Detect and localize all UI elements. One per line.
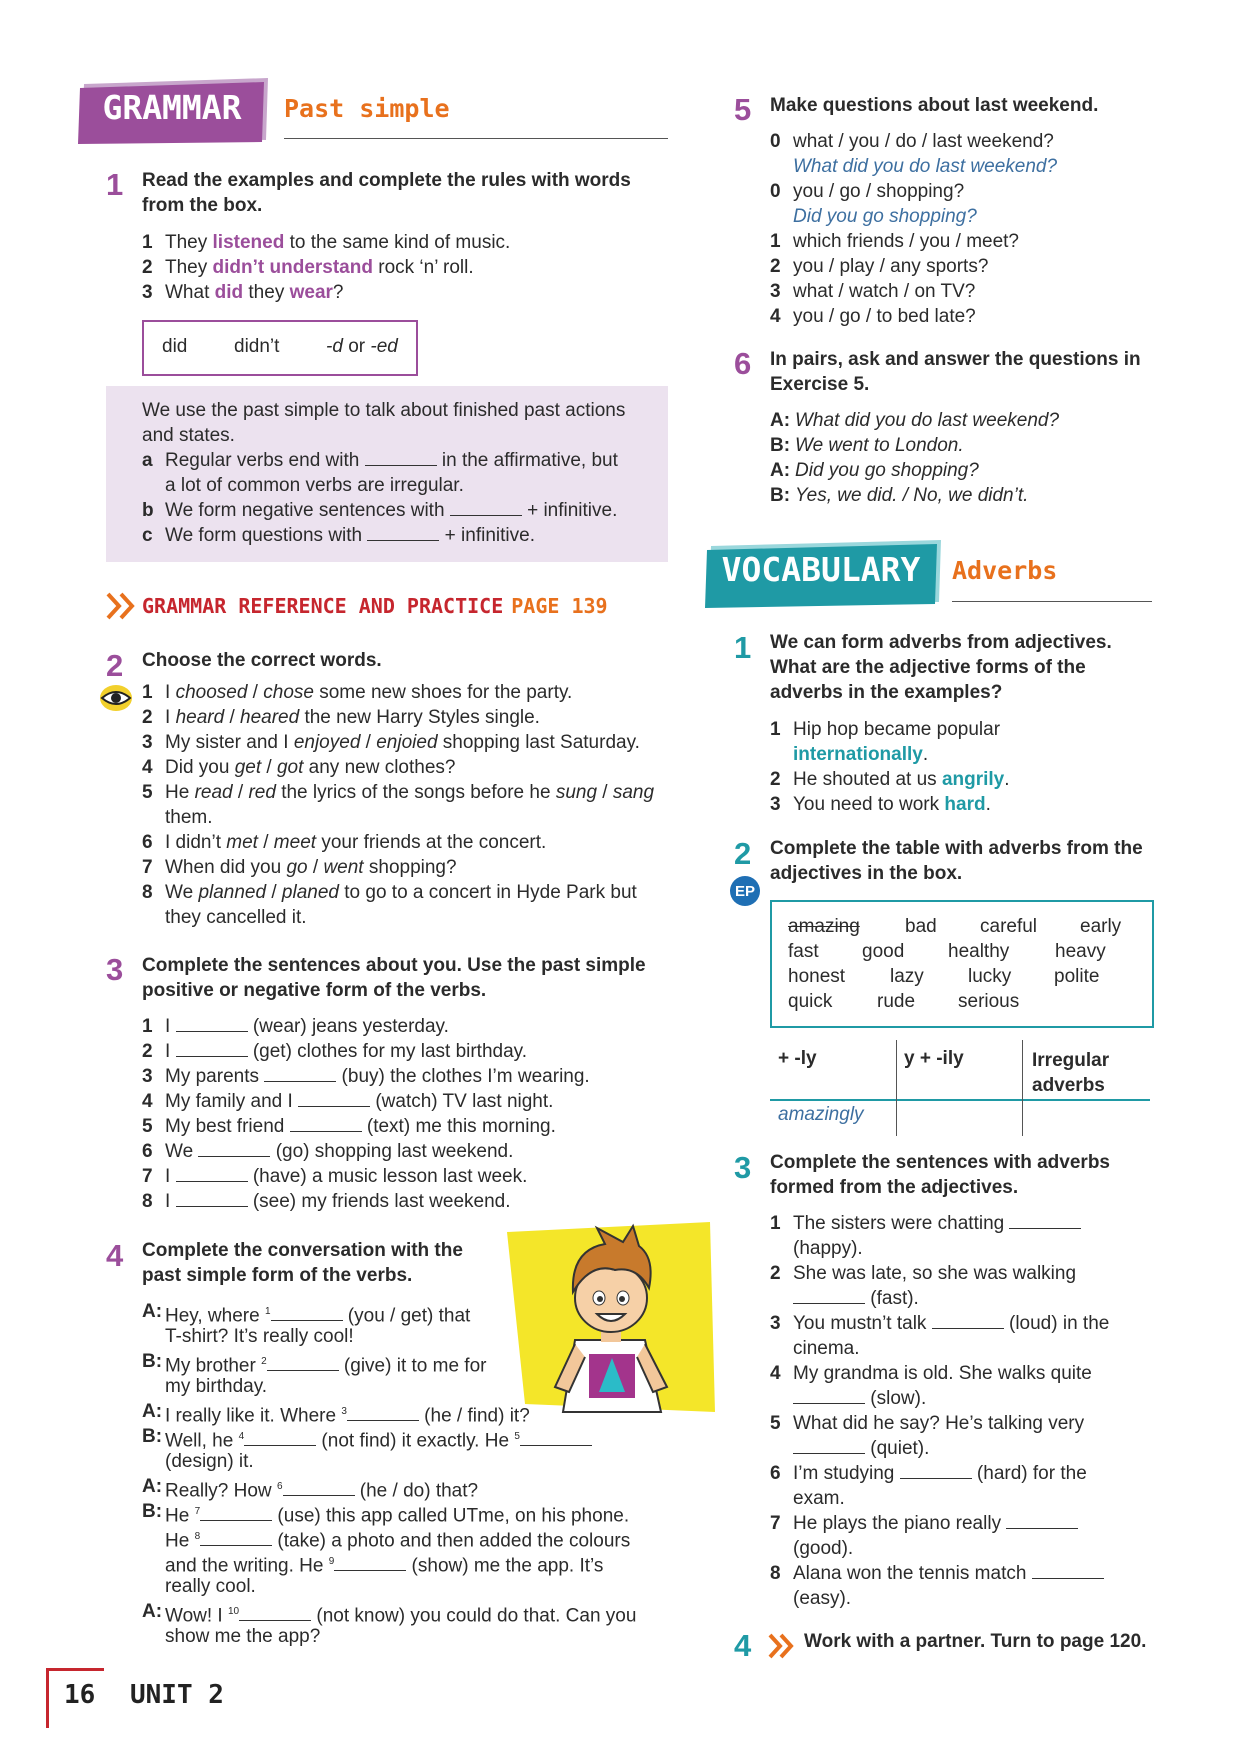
exercise-number: 3 bbox=[734, 1150, 752, 1185]
vocabulary-banner-label: VOCABULARY bbox=[721, 549, 921, 589]
exercise-number: 4 bbox=[106, 1238, 124, 1273]
word-box bbox=[142, 320, 418, 376]
page-number: 16 bbox=[64, 1680, 96, 1710]
vocabulary-title-rule bbox=[952, 601, 1152, 602]
exercise-number: 1 bbox=[106, 167, 124, 202]
unit-label: UNIT 2 bbox=[130, 1680, 224, 1710]
footer-rule bbox=[46, 1668, 104, 1671]
vocabulary-title: Adverbs bbox=[952, 556, 1058, 585]
adjective-word: bad bbox=[905, 916, 937, 937]
exercise-number: 3 bbox=[106, 952, 124, 987]
adjective-word: rude bbox=[877, 991, 916, 1012]
reference-page: PAGE 139 bbox=[511, 594, 608, 618]
table-divider bbox=[1022, 1040, 1023, 1136]
grammar-banner-label: GRAMMAR bbox=[102, 87, 242, 127]
exercise-instruction: Work with a partner. Turn to page 120. bbox=[804, 1631, 1147, 1652]
box-word: didn’t bbox=[234, 336, 280, 357]
exercise-instruction: Complete the sentences about you. Use the past simple positive or negative form of the verbs. bbox=[142, 955, 646, 1001]
table-header: Irregular adverbs bbox=[1032, 1050, 1110, 1096]
exercise-instruction: Make questions about last weekend. bbox=[770, 95, 1099, 116]
adjective-word: healthy bbox=[948, 941, 1010, 962]
table-header: y + -ily bbox=[904, 1048, 964, 1069]
grammar-title: Past simple bbox=[284, 94, 450, 123]
adjective-word: early bbox=[1080, 916, 1122, 937]
double-chevron-icon bbox=[768, 1633, 796, 1659]
grammar-reference-link[interactable] bbox=[106, 592, 608, 620]
footer-rule-vertical bbox=[46, 1668, 49, 1728]
adjective-word: lazy bbox=[890, 966, 924, 987]
adjective-word: lucky bbox=[968, 966, 1012, 987]
boy-illustration bbox=[505, 1222, 710, 1412]
exercise-instruction: Complete the conversation with the past simple form of the verbs. bbox=[142, 1240, 463, 1286]
table-header: + -ly bbox=[778, 1048, 817, 1069]
eye-icon bbox=[98, 683, 134, 713]
adjective-word: careful bbox=[980, 916, 1038, 937]
adjective-word: quick bbox=[788, 991, 833, 1012]
reference-text: GRAMMAR REFERENCE AND PRACTICE bbox=[142, 594, 504, 618]
adjective-word: amazing bbox=[788, 916, 860, 937]
exercise-instruction: Complete the table with adverbs from the adjectives in the box. bbox=[770, 838, 1143, 884]
table-example: amazingly bbox=[778, 1104, 864, 1125]
box-word: did bbox=[162, 336, 188, 357]
exercise-number: 5 bbox=[734, 92, 752, 127]
exercise-instruction: Complete the sentences with adverbs formed from the adjectives. bbox=[770, 1152, 1110, 1198]
adjective-word: honest bbox=[788, 966, 846, 987]
table-divider bbox=[896, 1040, 897, 1136]
exercise-instruction: Choose the correct words. bbox=[142, 650, 382, 671]
ep-badge: EP bbox=[730, 876, 760, 906]
exercise-instruction: Read the examples and complete the rules with words from the box. bbox=[142, 170, 631, 216]
grammar-title-rule bbox=[284, 138, 668, 139]
table-header-rule bbox=[770, 1099, 1150, 1101]
exercise-number: 6 bbox=[734, 346, 752, 381]
adjective-word: serious bbox=[958, 991, 1020, 1012]
rule-intro: We use the past simple to talk about finished past actions and states. bbox=[142, 400, 626, 446]
exercise-number: 1 bbox=[734, 630, 752, 665]
adjective-word: heavy bbox=[1055, 941, 1106, 962]
exercise-instruction: We can form adverbs from adjectives. What are the adjective forms of the adverbs in the examples? bbox=[770, 632, 1112, 703]
box-word: -d or -ed bbox=[326, 336, 398, 357]
exercise-number: 2 bbox=[734, 836, 752, 871]
adjective-word: good bbox=[862, 941, 905, 962]
exercise-number: 2 bbox=[106, 648, 124, 683]
adjective-word: polite bbox=[1054, 966, 1100, 987]
exercise-instruction: In pairs, ask and answer the questions in Exercise 5. bbox=[770, 349, 1141, 395]
adjective-word: fast bbox=[788, 941, 819, 962]
exercise-number: 4 bbox=[734, 1628, 752, 1663]
double-chevron-icon bbox=[106, 592, 138, 620]
